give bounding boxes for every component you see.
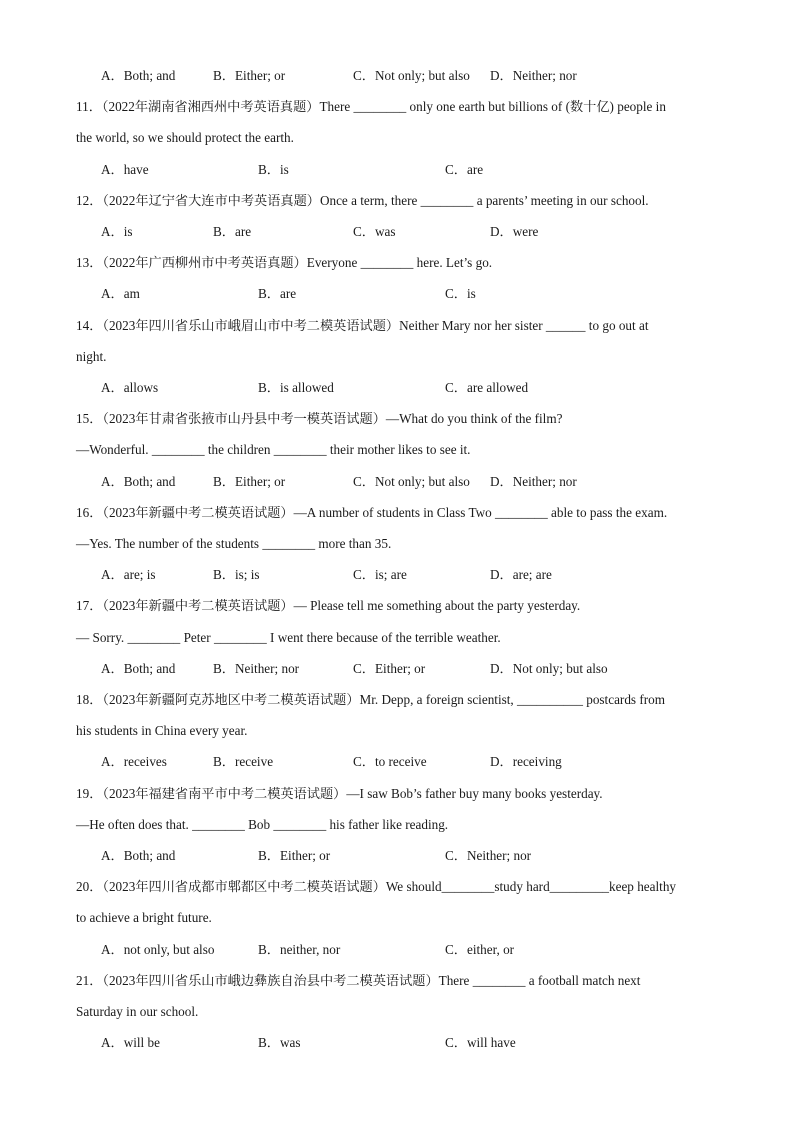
answer-option[interactable]: B．is; is	[213, 567, 260, 583]
question-stem-continued: his students in China every year.	[76, 723, 248, 739]
answer-option[interactable]: B．was	[258, 1035, 301, 1051]
question-stem: 12．（2022年辽宁省大连市中考英语真题）Once a term, there ________ a parents’ meeting in our school.	[76, 192, 649, 208]
answer-option[interactable]: B．is	[258, 161, 289, 177]
answer-option[interactable]: A．are; is	[101, 567, 156, 583]
answer-option[interactable]: A．Both; and	[101, 68, 176, 83]
answer-option[interactable]: C．was	[353, 224, 396, 239]
question-stem-continued: — Sorry. ________ Peter ________ I went there because of the terrible weather.	[76, 629, 501, 645]
question-stem: 19．（2023年福建省南平市中考二模英语试题）—I saw Bob’s father buy many books yesterday.	[76, 785, 603, 801]
question-stem: 15．（2023年甘肃省张掖市山丹县中考一模英语试题）—What do you think of the film?	[76, 411, 563, 427]
question-stem-continued: the world, so we should protect the earth.	[76, 130, 294, 146]
answer-option[interactable]: C．to receive	[353, 754, 427, 770]
answer-option[interactable]: C．are allowed	[445, 380, 529, 395]
answer-option[interactable]: A．am	[101, 286, 140, 302]
answer-option[interactable]: B．Either; or	[213, 68, 286, 83]
question-stem: 14．（2023年四川省乐山市峨眉山市中考二模英语试题）Neither Mary nor her sister ______ to go out at	[76, 317, 649, 333]
answer-option[interactable]: A．allows	[101, 380, 159, 395]
question-stem: 11．（2022年湖南省湘西州中考英语真题）There ________ only one earth but billions of (数十亿) people in	[76, 99, 666, 115]
question-stem-continued: —He often does that. ________ Bob ________ his father like reading.	[76, 816, 449, 832]
question-stem-continued: to achieve a bright future.	[76, 910, 212, 926]
answer-option[interactable]: B．neither, nor	[258, 941, 341, 957]
answer-option[interactable]: A．will be	[101, 1035, 160, 1051]
answer-option[interactable]: C．Not only; but also	[353, 473, 470, 489]
answer-option[interactable]: B．is allowed	[258, 380, 334, 395]
answer-option[interactable]: C．Not only; but also	[353, 68, 470, 83]
question-stem-continued: —Wonderful. ________ the children ________ their mother likes to see it.	[76, 442, 471, 458]
question-stem: 16．（2023年新疆中考二模英语试题）—A number of students in Class Two ________ able to pass the exam.	[76, 504, 668, 520]
answer-option[interactable]: C．is	[445, 286, 476, 302]
answer-option[interactable]: A．receives	[101, 754, 167, 770]
answer-option[interactable]: D．Neither; nor	[490, 68, 577, 83]
question-stem-continued: night.	[76, 348, 107, 364]
answer-option[interactable]: D．Not only; but also	[490, 660, 608, 676]
answer-option[interactable]: C．will have	[445, 1035, 516, 1051]
answer-option[interactable]: A．is	[101, 224, 133, 239]
answer-option[interactable]: A．Both; and	[101, 660, 176, 676]
answer-option[interactable]: B．receive	[213, 754, 274, 770]
question-stem-continued: Saturday in our school.	[76, 1004, 199, 1019]
answer-option[interactable]: A．Both; and	[101, 473, 176, 489]
question-stem: 20．（2023年四川省成都市郫都区中考二模英语试题）We should________study hard_________keep healthy	[76, 879, 677, 895]
answer-option[interactable]: C．Neither; nor	[445, 848, 532, 863]
question-stem: 18．（2023年新疆阿克苏地区中考二模英语试题）Mr. Depp, a foreign scientist, __________ postcards from	[76, 692, 665, 707]
answer-option[interactable]: B．Either; or	[258, 848, 331, 863]
answer-option[interactable]: B．are	[213, 224, 252, 239]
answer-option[interactable]: C．are	[445, 161, 484, 177]
answer-option[interactable]: A．Both; and	[101, 848, 176, 863]
answer-option[interactable]: D．receiving	[490, 754, 562, 770]
answer-option[interactable]: C．either, or	[445, 941, 515, 957]
question-stem-continued: —Yes. The number of the students ________ more than 35.	[76, 536, 392, 551]
answer-option[interactable]: C．Either; or	[353, 660, 426, 676]
answer-option[interactable]: B．Neither; nor	[213, 660, 300, 676]
answer-option[interactable]: D．were	[490, 224, 539, 239]
answer-option[interactable]: B．Either; or	[213, 473, 286, 489]
question-stem: 21．（2023年四川省乐山市峨边彝族自治县中考二模英语试题）There ________ a football match next	[76, 972, 641, 988]
answer-option[interactable]: A．have	[101, 161, 149, 177]
answer-option[interactable]: B．are	[258, 286, 297, 302]
question-stem: 17．（2023年新疆中考二模英语试题）— Please tell me something about the party yesterday.	[76, 598, 581, 614]
question-stem: 13．（2022年广西柳州市中考英语真题）Everyone ________ here. Let’s go.	[76, 255, 493, 271]
answer-option[interactable]: C．is; are	[353, 567, 407, 583]
answer-option[interactable]: D．Neither; nor	[490, 473, 577, 489]
answer-option[interactable]: D．are; are	[490, 567, 552, 583]
answer-option[interactable]: A．not only, but also	[101, 941, 215, 957]
